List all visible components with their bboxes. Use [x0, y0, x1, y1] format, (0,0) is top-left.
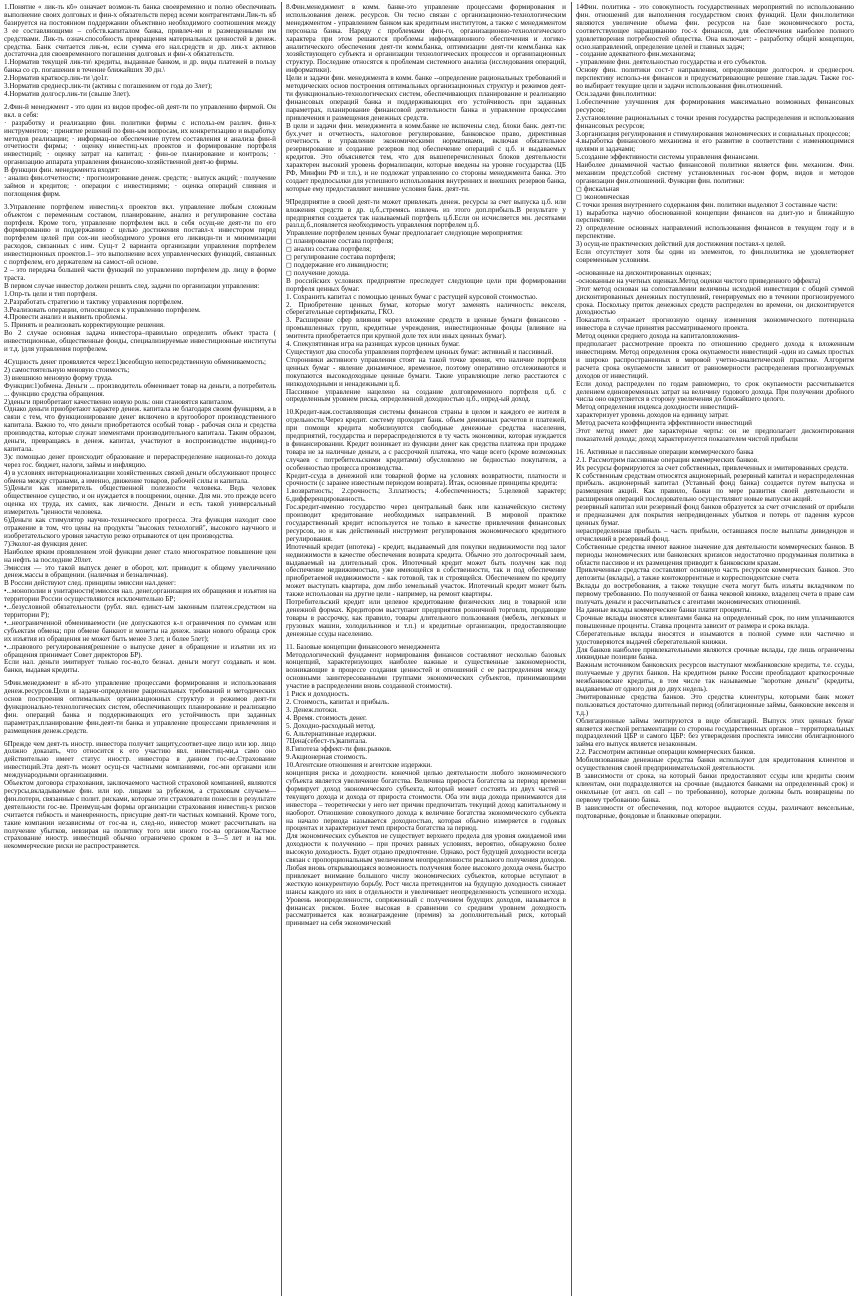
paragraph: 3. Денеж.потоки. [286, 705, 338, 714]
paragraph: резервный капитал или резервный фонд банков образуется за счет отчислений от прибыли и предназначен для покрытия непредвиденных убытков и потерь от падения курсов ценных бумаг. [576, 503, 854, 527]
paragraph: ◻ фискальная [576, 184, 620, 193]
paragraph: 3) осущ-ие практических действий для достижения поставл-х целей. [576, 240, 786, 249]
paragraph: Эмиссия — это такой выпуск денег в оборот, кот. приводит к общему увеличению денеж.массы в обращении. (наличная и безналичная). [4, 563, 276, 580]
text-block [576, 270, 854, 444]
paragraph: 4) в условиях интернационализации хозяйственных связей деньги обслуживают процесс обмена между странами, а именно, движение товаров, рабочей силы и капитала. [4, 468, 276, 485]
paragraph: · разработку и реализацию фин. политики фирмы с использ-ем различ. фин-х инструментов; · принятие решений по фин-ым вопросам, их конкретизацию и выработку методов реализации; · информац-ое обеспечение путем составления и анализа фин-й отчетности фирмы; · оценку инвестиц-ых проектов и формирование портфеля инвестиций; · оценку затрат на капитал; · фин-ое планирование и контроль; · организацию аппарата управления финансово-хозяйственной деят-ю фирмы. [4, 118, 276, 167]
paragraph: Осн.задачи фин.политики: [576, 89, 657, 98]
paragraph: 2 – это передача большей части функций по управлению портфелем др. лицу в форме траста. [4, 266, 276, 282]
paragraph: 1. Сохранить капитал с помощью ценных бумаг с растущей курсовой стоимостью. [286, 292, 538, 301]
paragraph: предполагает рассмотрение проекта по отношению среднего дохода к вложенным инвестициям. Метод определения срока окупаемости инвестиций -один из самых простых и широко распространенных в мировой учетно-аналитической практике. Алгоритм расчета срока окупаемости зависит от равномерности распределения прогнозируемых доходов от инвестиций. [576, 340, 854, 380]
paragraph: 8.Гипотеза эффект-ти фин.рынков. [286, 745, 392, 754]
paragraph: 2.Разработать стратегию и тактику управления портфелем. [4, 297, 184, 306]
paragraph: Сберегательные вклады вносятся и изымаются в полной сумме или частично и удостоверяются выдачей сберегательной книжки. [576, 629, 854, 646]
paragraph: Если доход распределен по годам равномерно, то срок окупаемости рассчитывается делением единовременных затрат на величину годового дохода. При получении дробного числа оно округляется в сторону увеличения до ближайшего целого. [576, 379, 854, 404]
text-block [286, 4, 566, 194]
paragraph: 2.1. Рассмотрим пассивные операции коммерческих банков. [576, 455, 759, 464]
paragraph: Срочные вклады вносятся клиентами банка на определенный срок, по ним уплачиваются повышенные проценты. Ставка процента зависит от размера и срока вклада. [576, 613, 854, 630]
paragraph: Наиболее динамичной частью финансовой политики является фин. механизм. Фин. механизм предст.собой систему установленных гос-вом форм, видов и методов организации фин.отношений. Функции фин. политики: [576, 161, 854, 185]
text-block [4, 680, 276, 735]
paragraph: 3)с помощью денег происходит образование и перераспределение национал-го дохода через гос. бюджет, налоги, займы и инфляцию. [4, 452, 276, 469]
paragraph: Управление портфелем ценных бумаг предполагает следующие мероприятия: [286, 229, 523, 238]
paragraph: 7Цена(себест-ть)капитала. [286, 737, 368, 746]
paragraph: Однако деньги приобретают характер денеж. капитала не благодаря своим функциям, а в связи с тем, что функционирование денег включено в кругооборот производственного капитала. Важно то, что деньги приобретаются особый товар - рабочая сила и средства производства, которые служат элементами производительного капитала. Таким образом, деньги, превращаясь в денеж. капитал, участвуют в воспроизводстве индивид-го капитала. [4, 405, 276, 453]
paragraph: ◻ поддержание его ликвидности; [286, 261, 389, 269]
text-block [4, 359, 276, 675]
paragraph: 2.Фин-й менеджмент - это один из видов профес-ой деят-ти по управлению фирмой. Он вкл. в себя: [4, 102, 276, 119]
paragraph: В российских условиях предприятие преследует следующие цели при формировании портфеля ценных бумаг. [286, 276, 566, 293]
paragraph: 1.возвратность; 2.срочность; 3.платность; 4.обеспеченность; 5.целевой характер; 6.дифференцированность. [286, 487, 566, 504]
paragraph: В цели и задачи фин. менеджмента в комм.банке не включены след. блоки банк. деят-ти: бух.учет и отчетность, налоговое регулирование, банковское право, директивная отчетность и управление экономическими нормативами, включая обязательное резервирование и создание резервов под обеспечение операций с ц.б. и выдаваемых кредитов. Это объясняется тем, что для вышеперечисленных блоков деятельности характерен высокий уровень формализации, которые введены на уровне государства (ЦБ РФ, Минфин РФ и т.п.), и не подлежат управлению со стороны менеджмента банка. Это создает предпосылки для успешного использования внутренних и внешних резервов банка, которые ему предоставляют внешние условия банк. деят-ти. [286, 121, 566, 193]
text-block [4, 4, 276, 99]
paragraph: 2) определение основных направлений использования финансов в текущем году и в перспективе. [576, 224, 854, 241]
text-block [286, 644, 566, 929]
paragraph: Функции:1)обмена. Деньги ... производитель обменивает товар на деньги, а потребитель ... функцию средства обращения. [4, 381, 276, 398]
paragraph: 6Прежде чем деят-ть иностр. инвестора получит защиту,соответ-щее лицо или юр. лицо должно доказать, что относится к его участию явл. инвестиц-ми,а само оно действительно имеет статус иностр. инвестора в данном гос-ве.Страхование инвестиций.Эта деят-ть может осущ-ся частными компаниями, гос-ми органами или международными организациями. [4, 739, 276, 780]
paragraph: ◻ анализ состава портфеля; [286, 245, 372, 254]
text-column-1 [4, 4, 276, 1294]
paragraph: Потребительский кредит или целевое кредитование физических лиц в товарной или денежной формах. Кредитором выступают предприятия розничной торговли, продающие товары в рассрочку, как правило, товары длительного пользования (мебель, легковых и грузовых машин, холодильников и т.п.) и кредитные организации, предоставляющие денежные ссуды населению. [286, 598, 566, 638]
paragraph: 2.Норматив краткоср.лик-ти \до1г. [4, 74, 109, 83]
paragraph: Гос.кредит-именно государство через центральный банк или казначейскую систему производит кредитование необходимых направлений. В мировой практике государственный кредит используется не только в качестве привлечения финансовых ресурсов, но и как действенный инструмент регулирования экономического кредитного регулирования. [286, 503, 566, 543]
paragraph: Кредит-ссуда в денежной или товарной форме на условиях возвратности, платности и срочности (с заранее известным периодом возврата). Итак, основные принципы кредита: [286, 471, 566, 488]
paragraph: 2. Стоимость, капитал и прибыль. [286, 697, 390, 706]
paragraph: Объектом договора страхования, заключаемого частной страховой компанией, являются ресурсы,вкладываемые фин. или юр. лицами за рубежом, а страховым случаем—фин.потери, связанные с полит. рисками, которые эти страхователи понесли в результате деятельности гос-ве. Преимущ-ым формы организации страхования инвестиц-х рисков считается гибкость и маневренность, присущие деят-ти частных компаний. Кроме того, такие компании независимы от гос-ва и, след-но, инвестор может рассчитывать на получение убытков, невзирая на политику того или иного гос-ва органом.Частное страхование иностр. инвестиций обычно ограничено сроком в 3—5 лет и на ми. некоммерческие риски не распространяется. [4, 779, 276, 851]
paragraph: •...монополии и унитарности(эмиссия нал. денег,организация их обращения и изъятия на территории России осуществляются исключительно БР; [4, 587, 276, 604]
paragraph: Если нал. деньги эмитирует только гос-во,то безнал. деньги могут создавать и ком. банки, выдавая кредиты. [4, 658, 276, 675]
paragraph: -основанные на дисконтированных оценках; [576, 268, 712, 277]
paragraph: 3.организация регулирования и стимулирования экономических и социальных процессов; [576, 129, 851, 138]
column-divider [571, 2, 572, 1296]
text-block [286, 409, 566, 638]
paragraph: 6. Альтернативные издержки. [286, 729, 377, 738]
paragraph: 9.Акционерная стоимость. [286, 753, 368, 762]
paragraph: В первом случае инвестор должен решить след. задачи по организации управления: [4, 281, 260, 290]
paragraph: 5. Доходно-расходный метод. [286, 721, 376, 730]
paragraph: Существуют два способа управления портфелем ценных бумаг: активный и пассивный. [286, 347, 554, 356]
paragraph: Метод определения индекса доходности инвестиций- [576, 403, 739, 412]
paragraph: 2.установление рациональных с точки зрения государства распределения и использования финансовых ресурсов; [576, 113, 854, 130]
paragraph: Цели и задачи фин. менеджмента в комм. банке --определение рациональных требований и методических основ построения оптимальных организационных структур и режимов деят-ти функционально-технологических систем, обеспечивающих планирование и реализацию финансовых операций банка и поддерживающих его устойчивость при заданных параметрах, планирование финансовой деятельности банка и управление процессами привлечения и размещения денежных средств. [286, 74, 566, 122]
paragraph: нераспределенная прибыль – часть прибыли, оставшаяся после выплаты дивидендов и отчислений в резервный фонд. [576, 526, 854, 543]
paragraph: ◻ регулирование состава портфеля; [286, 253, 396, 262]
paragraph: С точки зрения внутреннего содержания фин. политики выделяют 3 составные части: [576, 200, 838, 209]
text-block [576, 449, 854, 821]
paragraph: 1 Риск и доходность. [286, 690, 350, 699]
paragraph: 1.Опр-ть цели и тип портфеля. [4, 289, 98, 298]
paragraph: - создание адекватного фин.механизма; [576, 50, 696, 59]
paragraph: 2.2. Рассмотрим активные операции коммерческих банков. [576, 748, 756, 757]
text-block [4, 104, 276, 199]
paragraph: На данные вклады коммерческие банки платят проценты. [576, 605, 752, 614]
text-column-2 [286, 4, 566, 1294]
paragraph: Наиболее ярким проявлением этой функции денег стало многократное повышение цен на нефть за последние 20лет. [4, 547, 276, 564]
paragraph: характеризует уровень доходов на единицу затрат. [576, 411, 729, 420]
paragraph: 16. Активные и пассивные операции коммерческого банка [576, 447, 754, 456]
paragraph: 6)Деньги как стимулятор научно-технического прогресса. Эта функция находит свое отражение в том, что цены на продукты "высоких технологий", высокого научного и изобретательского уровня зачастую резко отрываются от цен производства. [4, 516, 276, 540]
paragraph: 4.выработка финансового механизма и его развитие в соответствии с изменяющимися целями и задачами; [576, 137, 854, 154]
paragraph: 1.обеспечение улучшения для формирования максимально возможных финансовых ресурсов; [576, 97, 854, 114]
paragraph: Методологический фундамент нормирования финансов составляют несколько базовых концепций, характеризующих наиболее важные и существенные закономерности, возникающие в процессе создания ценностей и отношений с ее распределения между основными заинтересованными группами экономических субъектов, принимающими участие в распределении вновь созданной стоимости). [286, 650, 566, 691]
column-divider [281, 2, 282, 1296]
paragraph: Этот метод имеет две характерные черты: он не предполагает дисконтирования показателей дохода; доход характеризуется показателем чистой прибыли [576, 427, 854, 443]
text-block [286, 199, 566, 405]
paragraph: Этот метод основан на сопоставлении величины исходной инвестиции с общей суммой дисконтированных денежных поступлений, генерируемых ею в течении прогнозируемого срока. Поскольку приток денежных средств распределен во времени, он дисконтируется доходностью [576, 284, 854, 317]
paragraph: 3.Норматив среднеср.лик-ти (активы с погашением от года до 3лет); [4, 82, 213, 91]
paragraph: Вклады до востребования, а также текущие счета могут быть изъяты вкладчиком по первому требованию. По полученной от банка чековой книжке, владелец счета в праве сам получать деньги и рассчитываться с агентами экономических отношений. [576, 582, 854, 607]
paragraph: 4.Провести анализ и выявить проблемы. [4, 313, 128, 322]
paragraph: Их ресурсы формируются за счет собственных, привлеченных и эмитированных средств. [576, 463, 849, 472]
paragraph: 10.Агентские отношения и агентские издержки. [286, 761, 433, 770]
paragraph: 10.Кредит-важ.составляющая системы финансов страны в целом и каждого ее жителя в отдельности.Через кредит. систему проходит банк. объем денежных расчетов и платежей, при помощи кредита мобилизуются свободные денежные средства населения, предприятий, государства и перераспределяются в ту часть экономики, которая нуждается в финансировании. Кредит возникает из функции денег как средства платежа при продаже товара не за наличные деньги, а с рассрочкой платежа, что чаще всего (кроме возможных случаев с потребительскими кредитами) обусловлено не бедностью покупателя, а особенностью процесса производства. [286, 408, 566, 472]
paragraph: 14Фин. политика - это совокупность государственных мероприятий по использованию фин. отношений для выполнения государством своих функций. Цели фин.политики являются увеличение объема фин. ресурсов на базе экономического роста, соответствующее наращиванию гос-х финансов, для обеспечения наиболее полного удовлетворения потребностей общества. Она включает: - разработку общей концепции, осно.направлений, определение целей и главных задач; [576, 4, 854, 51]
paragraph: 5Фин.менеджмент в кб-это управление процессами формирования и использования денеж.ресурсов.Цели и задачи-определение рациональных требований и методических основ построения оптимальных организационных структур и режимов деят-ти функционально-технологических систем, обеспечивающих планирование и реализацию фин. операций банка и поддерживающих его устойчивость при заданных параметрах,планирование фин.деят-ти банка и управление процессами привлечения и размещения денеж.средств. [4, 679, 276, 735]
paragraph: · анализ фин.отчетности; · прогнозирование денеж. средств; · выпуск акций; · получение займов и кредитов; · операции с инвестициями; · оценка операций слияния и поглощения фирм. [4, 174, 276, 198]
paragraph: Метод оценки среднего дохода на капиталовложения- [576, 332, 740, 341]
paragraph: 1.Понятие « лик-ть кб» означает возмож-ть банка своевременно и полно обеспечивать выполнение своих долговых и фин-х обязательств перед всеми контрагентами.Лик-ть кб базируется на постоянном поддержании объективно необходимого соотношения между 3 ее составляющими – собств.капиталом банка, привлеч-ми и размещенными им средствами. Лик-ть означ.способность превращения материальных ценностей в денеж. средства. Банк считается лик-м, если сумма его нал.средств и др. лик-х активов достаточна для своевременного погашения долговых и фин-х обязательств. [4, 4, 276, 59]
paragraph: 4. Время. стоимость денег. [286, 713, 367, 722]
paragraph: Привлеченные средства составляют основную часть ресурсов коммерческих банков. Это депозиты (вклады), а также контокоррентные и корреспондентские счета [576, 566, 854, 583]
text-block [4, 204, 276, 354]
paragraph: 5)Деньги как измеритель общественной полезности человека. Ведь человек общественное существо, и он нуждается в поощрении, оценке. Для мн. это прежде всего оценка их труда, их самих, как личности. Деньги и есть такой универсальный измеритель "ценности человека. [4, 484, 276, 517]
paragraph: 1.Норматив текущей лик-ти\ кредиты, выданные банком, и др. виды платежей в пользу банка со ср. погашения в течение ближайших 30 дн.\ [4, 58, 276, 75]
paragraph: Важным источником банковских ресурсов выступают межбанковские кредиты, т.е. ссуды, получаемые у других банков. На кредитном рынке России преобладают краткосрочные межбанковские кредиты, в том числе так называемые "короткие деньги" (кредиты, выдаваемые от одного дня до двух недель). [576, 661, 854, 694]
paragraph: •...правового регулирования(решение о выпуске денег в обращение и изъятии их из обращения принимает Совет директоров БР). [4, 642, 276, 659]
paragraph: 3.Управление портфелем инвестиц-х проектов вкл. управление любым сложным объектом с переменным составом, планирование, анализ и регулирование состава портфеля. Кроме того, управление портфелем вкл. в себя осущ-ие деят-ти по его формированию и поддержанию с целью достижения поставл-х инвестором перед портфелем целей при сох-ии необходимого уровня его ликвидн-ти и минимизации расходов, связанных с ним. Сущ-т 2 варианта организации управления портфелем инвестиционных проектов.1– это выполнение всех управленческих функций, связанных с портфелем, его держателем на самост-ой основе. [4, 202, 276, 267]
paragraph: Ипотечный кредит (ипотека) - кредит, выдаваемый для покупки недвижимости под залог недвижимости в качестве обеспечения возврата кредита. Обычно это долгосрочный заем, выдаваемый на длительный срок. Ипотечный кредит может быть получен как под обеспечение недвижимостью, уже имеющейся в собственности, так и под обеспечение приобретаемой недвижимости - как готовой, так и строящейся. Обеспечением по кредиту может выступать квартира, дом либо земельный участок. Ипотечный кредит может быть также использован на другие цели - например, на ремонт квартиры. [286, 542, 566, 599]
paragraph: 11. Базовые концепции финансового менеджмента [286, 642, 440, 651]
text-block [4, 741, 276, 852]
paragraph: К собственным средствам относятся акционерный, резервный капитал и нераспределенная прибыль. акционерный капитал (Уставный фонд банка) создается путем выпуска и размещения акций. Как правило, банки по мере развития своей деятельности и расширения операций последовательно осуществляют новые выпуски акций. [576, 471, 854, 504]
paragraph: Если отсутствует хотя бы один из элементов, то фин.политика не удовлетворяет современным условиям. [576, 248, 854, 264]
paragraph: В функции фин. менеджмента входят: [4, 166, 120, 175]
paragraph: 2)деньги приобретают качественно новую роль: они становятся капиталом. [4, 397, 234, 406]
paragraph: 7)Эколог-ая функция денег. [4, 539, 88, 548]
paragraph: ◻ планирование состава портфеля; [286, 237, 394, 246]
paragraph: Сторонники активного управления стоят на такой точке зрения, что наличие портфеля ценных бумаг - явление динамичное, временное, поэтому оперативно отслеживаются и покупаются высокодоходные ценные бумаги. Такие управляющие легко расстаются с низкодоходными и ненадежными ц.б. [286, 355, 566, 388]
paragraph: •...неограниченной обмениваемости (не допускаются к-л ограничения по суммам или субъектам обмена; при обмене банкнот и монеты на денеж. знаки нового образца срок их изъятия из обращения не может быть менее 3 лет, и более 5лет); [4, 618, 276, 643]
paragraph: 3) внешнюю меновую форму труда. [4, 373, 113, 382]
paragraph: - управление фин. деятельностью государства и его субъектов. [576, 58, 767, 67]
paragraph: В России действуют след. принципы эмиссии нал.денег: [4, 579, 176, 588]
paragraph: Метод расчета коэффициента эффективности инвестиций [576, 419, 752, 428]
paragraph: Показатель отражает прогнозную оценку изменения экономического потенциала инвестора в случае принятия рассматриваемого проекта. [576, 316, 854, 333]
paragraph: 4Сущность денег проявляется через:1)всеобщую непосредственную обмениваемость; [4, 357, 266, 366]
paragraph: концепция риска и доходности. конечной целью деятельности любого экономического субъекта является увеличение богатства. Величина прироста богатства за период времени формирует доход экономического субъекта, который может состоять из двух частей – текущего дохода и дохода от прироста стоимости. Оба эти вида дохода принимаются для инвестора – теоретически у него нет причин предпочитать текущий доход капитальному и наоборот. Отношение совокупного дохода к величине богатства экономического субъекта на начало периода называется доходностью, которая обычно измеряется в годовых процентах и характеризует темп прироста богатства за период. [286, 769, 566, 833]
paragraph: Во 2 случае основная задача инвестора–правильно определить объект траста ( инвестиционные, общественные фонды, специализируемые инвестиционные институты и т.д. )для управления портфелем. [4, 329, 276, 354]
paragraph: Пассивное управление нацелено на создание долговременного портфеля ц.б. с определенным уровнем риска, определенной доходностью ц.б., опред-ый доход. [286, 387, 566, 404]
paragraph: 1) выработка научно обоснованной концепции финансов на длит-ую и ближайшую перспективу. [576, 208, 854, 225]
paragraph: 4. Спекулятивная игра на разницах курсов ценных бумаг. [286, 340, 460, 349]
paragraph: ◻ экономическая [576, 192, 629, 201]
paragraph: 3.Реализовать операции, относящиеся к управлению портфелем. [4, 305, 201, 314]
paragraph: В зависимости от обеспечения, под которое выдаются ссуды, различают вексельные, подтоварные, фондовые и бланковые операции. [576, 803, 854, 820]
paragraph: 8.Фин.менеджмент в комм. банке-это управление процессами формирования и использования денеж. ресурсов. Он тесно связан с организационно-технологическим менеджментом - управлением банком как кредитным институтом, а также с менеджментом персонала банка. Наряду с проблемами фин-го, организационно-технологического характера при этом решаются проблемы информационного обеспечения и логико-аналитического обеспечения деят-ти комм.банка, оптимизации деят-ти комм.банка как хозяйствующего субъекта и организации технологических процессов и организационных структур. Последние относятся к проблемам системного анализа (исследования операций, информатики). [286, 4, 566, 75]
text-column-3 [576, 4, 854, 1294]
paragraph: ◻ получение дохода. [286, 268, 350, 277]
paragraph: Мобилизованные денежные средства банки используют для кредитования клиентов и осуществления своей предпринимательской деятельности. [576, 756, 854, 773]
paragraph: 4.Норматив долгоср.лик-ти (свыше 3лет). [4, 89, 131, 98]
paragraph: В зависимости от срока, на который банки предоставляют ссуды или кредиты своим клиентам, они подразделяются на срочные (выдаются банками на определенный срок) и онкольные (от англ. on call – по требованию), которые должны быть возвращены по первому требованию банка. [576, 772, 854, 804]
paragraph: Основу фин. политики сост-т направления, определяющие долгосроч. и среднесроч. перспективу использ-ия финансов и предусматривающие решение глав.задач. Также гос-во выбирает текущие цели и задачи использования фин.отношений. [576, 66, 854, 91]
paragraph: Собственные средства имеют важное значение для деятельности коммерческих банков. В периоды экономических или банковских кризисов недостаточно продуманная политика в области пассивов и их размещения приводит к банковским крахам. [576, 542, 854, 567]
paragraph: Для экономических субъектов не существует верхнего предела для уровня ожидаемой ими доходности к получению – при прочих равных условиях, вероятно, обнаружено более высокую доходность. Будет отдано предпочтение. Однако, рост будущей доходности всегда связан с пропорциональным увеличением неопределенности реального получения доходов. Любая вновь открывающаяся возможность получения более высокого дохода очень быстро привлекает внимание большого числу экономических субъектов, которые вступают в жесткую конкурентную борьбу. Рост числа претендентов на будущую доходность снижает шансы каждого из них в отдельности и увеличивает неопределенность успешного исхода. Уровень неопределенности, сопряженный с получением будущих доходов, называется в финансах риском. Более высокая в сравнении со средним уровнем доходность рассматривается как вознаграждение (премия) за дополнительный риск, который принимает на себя экономический [286, 832, 566, 928]
paragraph: Облигационные займы эмитируются в виде облигаций. Выпуск этих ценных бумаг является жесткой регламентации со стороны государственных органов – территориальных подразделений ЦБР и самого ЦБР: без утверждения проспекта эмиссии облигационного займа его выпуск является незаконным. [576, 716, 854, 749]
paragraph: •...безусловной обязательности (рубл. явл. единст-ым законным платеж.средством на территории Р); [4, 603, 276, 619]
paragraph: Для банков наиболее привлекательными являются срочные вклады, где лишь ограничены ликвидные позиции банка. [576, 645, 854, 662]
paragraph: 2. Приобретение ценных бумаг, которые могут заменять наличность: векселя, сберегательные сертификаты, ГКО. [286, 300, 566, 317]
paragraph: 5. Принять и реализовать корректирующие решения. [4, 321, 165, 330]
paragraph: 3. Расширение сфер влияния через вложение средств в ценные бумаги финансово - промышленных групп, кредитные учреждения, инвестиционные фонды (влияние на эмитента приобретается при крупной доле тех или иных ценных бумаг). [286, 316, 566, 341]
paragraph: 5.создание эффективности системы управления финансами. [576, 153, 759, 162]
paragraph: -основанные на учетных оценках.Метод оценки чистого приведенного эффекта) [576, 276, 821, 285]
text-block [576, 4, 854, 265]
paragraph: 9Предприятие в своей деят-ти может привлекать денеж. ресурсы за счет выпуска ц.б. или вложения средств в др. ц.б.,стремясь извлечь из этого доп.прибыль.В результате у предприятия создается так называемый портфель ц.б.Если он исчисляется мн. десятками разл.ц.б.,появляется необходимость управления портфелем ц.б. [286, 197, 566, 230]
paragraph: Эмитированные средства банков. Это средства клиентуры, которыми банк может пользоваться достаточно длительный период (облигационные займы, банковские векселя и т.д.) [576, 692, 854, 717]
paragraph: 2) самостоятельную меновую стоимость; [4, 365, 130, 374]
